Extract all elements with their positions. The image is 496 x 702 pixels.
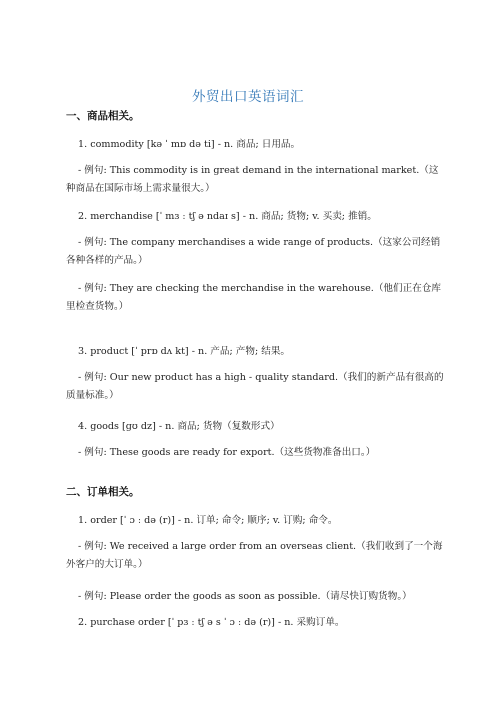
vocab-entry-product: 3. product [ˈ prɒ dʌ kt] - n. 产品; 产物; 结果。	[78, 346, 291, 357]
example-sentence: - 例句: They are checking the merchandise in the warehouse.（他们正在仓库里检查货物。）	[66, 283, 441, 312]
vocab-entry-purchase-order: 2. purchase order [ˈ pɜ ː tʃ ə s ˈ ɔ ː də (r)] - n. 采购订单。	[78, 617, 345, 628]
example-sentence: - 例句: This commodity is in great demand in the international market.（这种商品在国际市场上需求量很大。）	[66, 165, 439, 194]
example-sentence: - 例句: We received a large order from an overseas client.（我们收到了一个海外客户的大订单。）	[66, 541, 443, 570]
vocab-entry-commodity: 1. commodity [kə ˈ mɒ də ti] - n. 商品; 日用品。	[78, 139, 301, 150]
example-sentence: - 例句: These goods are ready for export.（这些货物准备出口。）	[78, 447, 376, 458]
example-sentence: - 例句: The company merchandises a wide range of products.（这家公司经销各种各样的产品。）	[66, 237, 441, 266]
vocab-entry-goods: 4. goods [gʊ dz] - n. 商品; 货物（复数形式）	[78, 421, 280, 432]
vocab-entry-order: 1. order [ˈ ɔ ː də (r)] - n. 订单; 命令; 顺序; v. 订购; 命令。	[78, 515, 338, 526]
vocab-entry-merchandise: 2. merchandise [ˈ mɜ ː tʃ ə ndaɪ s] - n. 商品; 货物; v. 买卖; 推销。	[78, 211, 377, 222]
example-sentence: - 例句: Please order the goods as soon as possible.（请尽快订购货物。）	[78, 591, 412, 602]
document-title: 外贸出口英语词汇	[192, 89, 304, 105]
section-heading-orders: 二、订单相关。	[66, 486, 140, 498]
section-heading-products: 一、商品相关。	[66, 110, 140, 122]
example-sentence: - 例句: Our new product has a high - quality standard.（我们的新产品有很高的质量标准。）	[66, 372, 444, 401]
